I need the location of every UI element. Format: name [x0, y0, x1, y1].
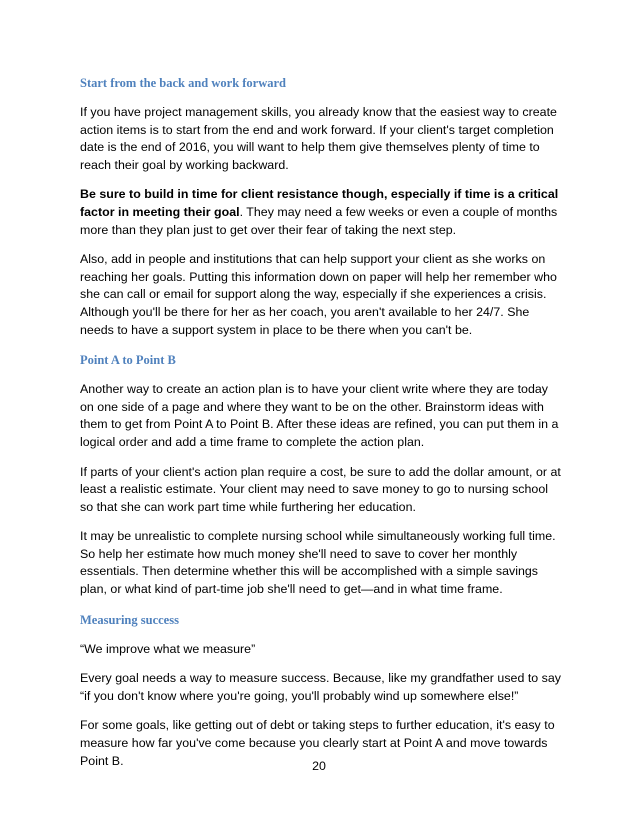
text-line: “if you don't know where you're going, you'll probably wind up somewhere else!” [80, 688, 519, 703]
text-line: If parts of your client's action plan require a cost, be sure to add the dollar amount, or at [80, 464, 561, 479]
text-line: If you have project management skills, you already know that the easiest way to create [80, 105, 557, 119]
text-line: essentials. Then determine whether this will be accomplished with a simple savings [80, 564, 539, 579]
text-line: So help her estimate how much money she'll need to save to cover her monthly [80, 546, 518, 561]
text-line: Although you'll be there for her as her coach, you aren't available to her 24/7. She [80, 304, 530, 319]
paragraph-cost [80, 464, 564, 517]
text-line: she can call or email for support along the way, especially if she experiences a crisis. [80, 287, 547, 302]
text-line: least a realistic estimate. Your client may need to save money to go to nursing school [80, 482, 549, 497]
paragraph-project-management [80, 104, 564, 174]
paragraph-action-plan [80, 381, 564, 451]
text-line: more than they plan just to get over their fear of taking the next step. [80, 222, 457, 237]
section-heading-start-from-back: Start from the back and work forward [80, 76, 287, 90]
text-fragment: . They may need a few weeks or even a couple of months [239, 204, 558, 219]
text-line: “We improve what we measure” [80, 641, 256, 656]
page-number: 20 [312, 759, 326, 773]
text-line: measure how far you've come because you clearly start at Point A and move towards [80, 736, 548, 751]
text-line: Point B. [80, 753, 124, 768]
paragraph-nursing-school [80, 528, 564, 598]
text-line: reach their goal by working backward. [80, 157, 289, 172]
text-line: logical order and add a time frame to complete the action plan. [80, 434, 425, 449]
text-line: Another way to create an action plan is to have your client write where they are today [80, 382, 549, 397]
paragraph-measure-goal [80, 670, 564, 705]
text-line: needs to have a support system in place to be there when you can't be. [80, 322, 473, 337]
text-line: Every goal needs a way to measure success. Because, like my grandfather used to say [80, 671, 562, 686]
paragraph-quote [80, 641, 564, 659]
text-line: Also, add in people and institutions that can help support your client as she works on [80, 252, 546, 267]
text-line: on one side of a page and where they want to be on the other. Brainstorm ideas with [80, 399, 544, 414]
text-line: It may be unrealistic to complete nursing school while simultaneously working full time. [80, 529, 556, 544]
text-line: them to get from Point A to Point B. After these ideas are refined, you can put them in a [80, 417, 559, 432]
section-heading-measuring-success: Measuring success [80, 612, 179, 627]
text-line: so that she can work part time while furthering her education. [80, 499, 416, 514]
bold-text-line: Be sure to build in time for client resistance though, especially if time is a critical [80, 187, 559, 202]
text-line: action items is to start from the end and work forward. If your client's target completion [80, 122, 554, 137]
text-line: plan, or what kind of part-time job she'll need to get—and in what time frame. [80, 582, 503, 597]
text-line [80, 204, 564, 222]
text-line: date is the end of 2016, you will want to help them give themselves plenty of time to [80, 140, 540, 155]
paragraph-support-system [80, 251, 564, 339]
section-heading-point-a-to-b: Point A to Point B [80, 353, 176, 368]
paragraph-client-resistance [80, 186, 564, 239]
document-page [80, 66, 564, 782]
bold-text-fragment: factor in meeting their goal [80, 204, 240, 219]
text-line: reaching her goals. Putting this information down on paper will help her remember who [80, 269, 557, 284]
text-line: For some goals, like getting out of debt or taking steps to further education, it's easy to [80, 718, 555, 733]
